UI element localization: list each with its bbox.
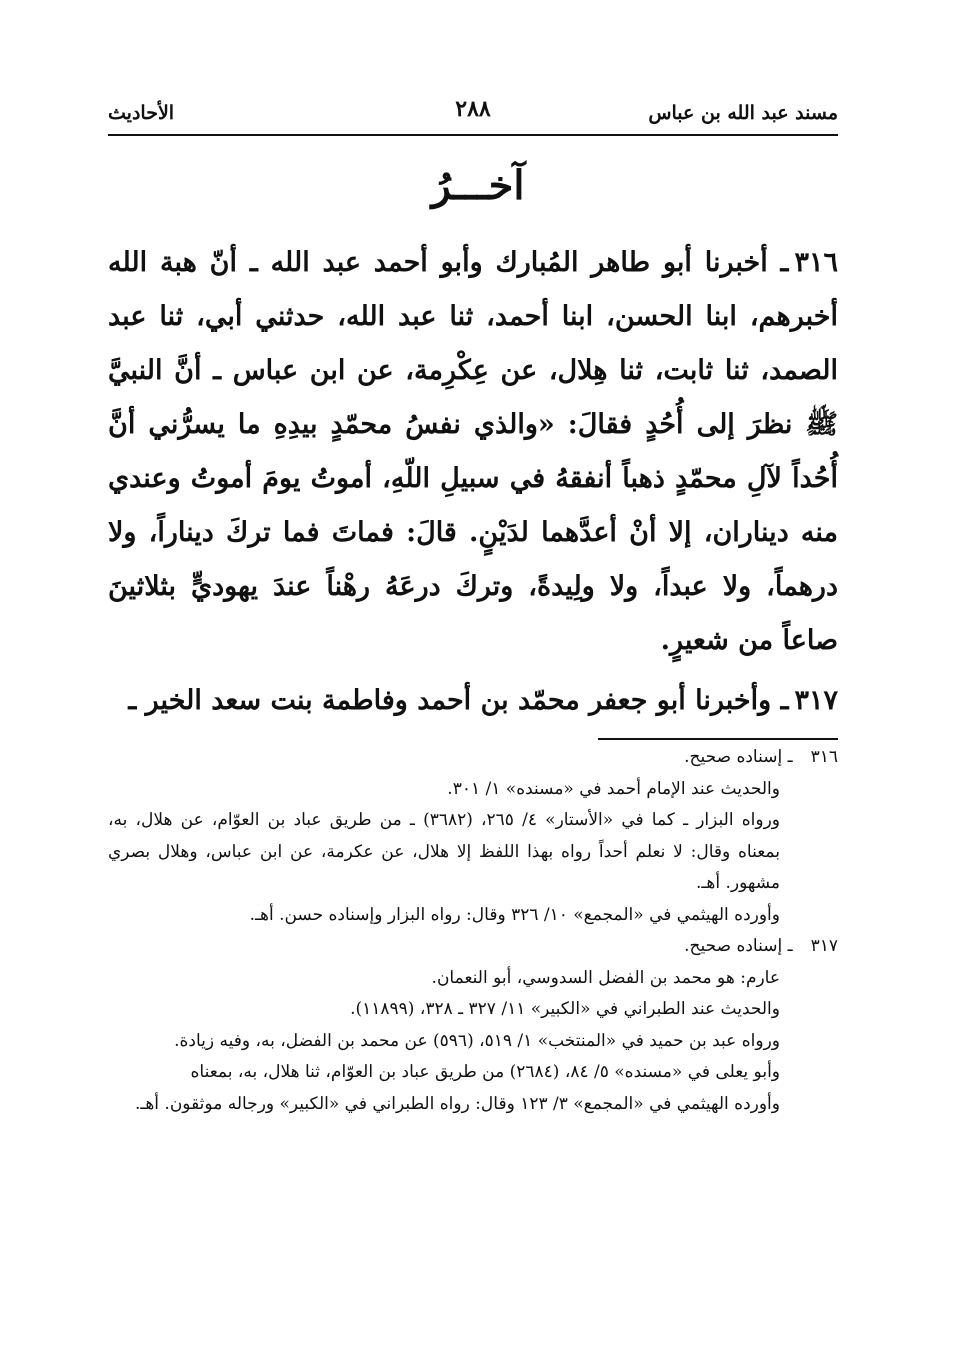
page-number: ٢٨٨ bbox=[455, 96, 491, 122]
footnote-line: عارم: هو محمد بن الفضل السدوسي، أبو النعمان. bbox=[431, 967, 780, 988]
footnote-316-heading bbox=[108, 742, 838, 774]
hadith-number: ٣١٧ bbox=[794, 685, 838, 716]
footnote-line: ورواه البزار ـ كما في «الأستار» ٤/ ٢٦٥، (٣٦٨٢) ـ من طريق عباد بن العوّام، عن هلال، به، بمعناه وقال: لا نعلم أحداً رواه بهذا اللفظ إلا هلال، عن عكرمة، عن ابن عباس، وهلال بصري مشهور. أهـ. bbox=[108, 810, 780, 893]
footnote-line: وأورده الهيثمي في «المجمع» ٣/ ١٢٣ وقال: رواه الطبراني في «الكبير» ورجاله موثقون. أهـ. bbox=[134, 1093, 780, 1114]
main-text bbox=[108, 236, 838, 734]
footnote-separator bbox=[598, 738, 838, 740]
footnote-line: والحديث عند الطبراني في «الكبير» ١١/ ٣٢٧ ـ ٣٢٨، (١١٨٩٩). bbox=[350, 999, 780, 1019]
hadith-text: ـ وأخبرنا أبو جعفر محمّد بن أحمد وفاطمة بنت سعد الخير ـ bbox=[128, 685, 789, 716]
section-title: الأحاديث bbox=[108, 102, 175, 124]
footnote-line: ـ إسناده صحيح. bbox=[684, 936, 793, 956]
footnote-317-heading bbox=[108, 931, 838, 963]
footnote-number: ٣١٧ bbox=[810, 936, 838, 956]
book-title: مسند عبد الله بن عباس bbox=[648, 102, 838, 124]
footnote-line: والحديث عند الإمام أحمد في «مسنده» ١/ ٣٠١. bbox=[447, 778, 780, 799]
hadith-316 bbox=[108, 236, 838, 668]
footnote-line: وأورده الهيثمي في «المجمع» ١٠/ ٣٢٦ وقال: رواه البزار وإسناده حسن. أهـ. bbox=[249, 904, 780, 925]
hadith-317 bbox=[108, 674, 838, 728]
footnote-line: وأبو يعلى في «مسنده» ٥/ ٨٤، (٢٦٨٤) من طريق عباد بن العوّام، ثنا هلال، به، بمعناه bbox=[190, 1062, 780, 1082]
running-header bbox=[108, 92, 838, 136]
footnote-line: ورواه عبد بن حميد في «المنتخب» ١/ ٥١٩، (٥٩٦) عن محمد بن الفضل، به، وفيه زيادة. bbox=[174, 1030, 780, 1051]
chapter-title: آخـــرُ bbox=[431, 162, 525, 209]
footnotes bbox=[108, 742, 838, 1120]
footnote-number: ٣١٦ bbox=[810, 747, 838, 767]
footnote-line: ـ إسناده صحيح. bbox=[684, 747, 793, 767]
hadith-number: ٣١٦ bbox=[794, 247, 838, 278]
hadith-text: ـ أخبرنا أبو طاهر المُبارك وأبو أحمد عبد الله ـ أنّ هبة الله أخبرهم، ابنا الحسن، ابنا أحمد، ثنا عبد الله، حدثني أبي، ثنا عبد الصمد، ثنا ثابت، ثنا هِلال، عن عِكْرِمة، عن ابن عباس ـ أنَّ النبيَّ ﷺ نظرَ إلى أُحُدٍ فقالَ: «والذي نفسُ محمّدٍ بيدِهِ ما يسرُّني أنَّ أُحُداً لآلِ محمّدٍ ذهباً أنفقهُ في سبيلِ اللّهِ، أموتُ يومَ أموتُ وعندي منه ديناران، إلا أنْ أعدَّهما لدَيْنٍ. قالَ: فماتَ فما تركَ ديناراً، ولا درهماً، ولا عبداً، ولا ولِيدةً، وتركَ درعَهُ رهْناً عندَ يهوديٍّ بثلاثينَ صاعاً من شعيرٍ. bbox=[108, 247, 838, 656]
